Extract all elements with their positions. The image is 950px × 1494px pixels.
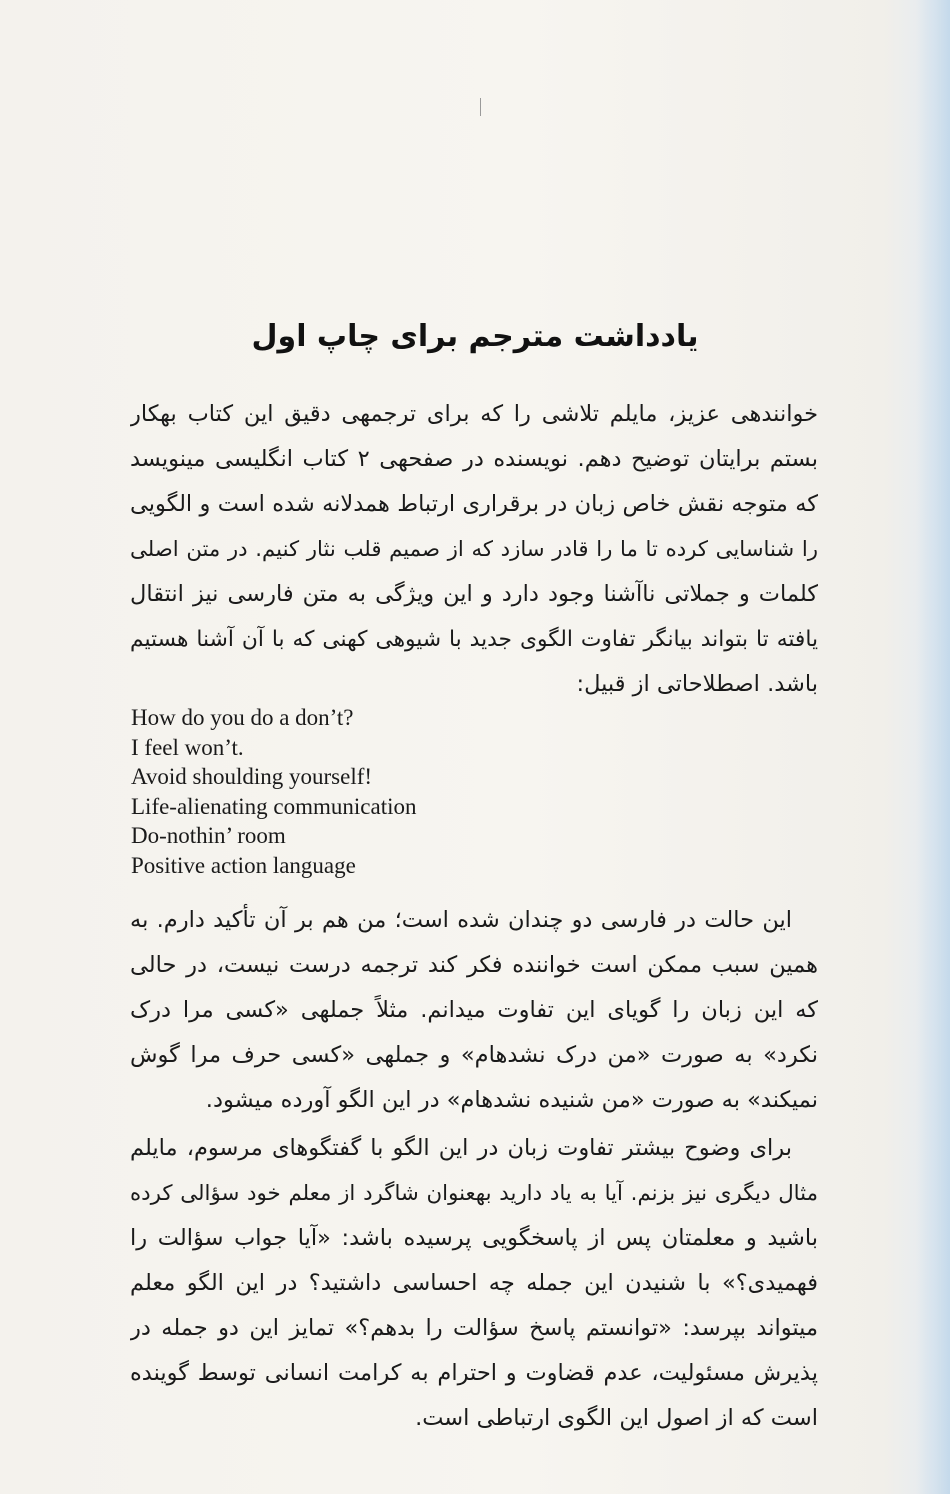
- text-line: این حالت در فارسی دو چندان شده است؛ من هم بر آن تأکید دارم. به: [130, 907, 792, 933]
- paragraph-intro: [130, 392, 818, 707]
- text-line: مثال دیگری نیز بزنم. آیا به یاد دارید بهعنوان شاگرد از معلم خود سؤالی کرده: [130, 1181, 818, 1206]
- text-line: بستم برایتان توضیح دهم. نویسنده در صفحهی ۲ کتاب انگلیسی مینویسد: [130, 446, 818, 472]
- english-example: Positive action language: [131, 852, 356, 878]
- text-line: را شناسایی کرده تا ما را قادر سازد که از صمیم قلب نثار کنیم. در متن اصلی: [130, 537, 818, 562]
- text-line: پذیرش مسئولیت، عدم قضاوت و احترام به کرامت انسانی توسط گوینده: [130, 1360, 818, 1386]
- english-example: How do you do a don’t?: [131, 705, 354, 730]
- text-line: خوانندهی عزیز، مایلم تلاشی را که برای ترجمهی دقیق این کتاب بهکار: [130, 401, 818, 427]
- text-line: میتواند بپرسد: «توانستم پاسخ سؤالت را بدهم؟» تمایز این دو جمله در: [130, 1315, 818, 1341]
- top-margin-mark: [480, 98, 481, 116]
- english-examples-list: [131, 703, 631, 881]
- english-example: Life-alienating communication: [131, 793, 417, 819]
- page-edge-shadow: [916, 0, 950, 1494]
- paragraph-example: [130, 1126, 818, 1441]
- text-line: باشید و معلمتان پس از پاسخگویی پرسیده باشد: «آیا جواب سؤالت را: [130, 1225, 818, 1251]
- text-line: فهمیدی؟» با شنیدن این جمله چه احساسی داشتید؟ در این الگو معلم: [130, 1270, 818, 1296]
- text-line: همین سبب ممکن است خواننده فکر کند ترجمه درست نیست، در حالی: [130, 952, 818, 978]
- text-line: یافته تا بتواند بیانگر تفاوت الگوی جدید با شیوهی کهنی که با آن آشنا هستیم: [130, 627, 818, 652]
- text-line: نمیکند» به صورت «من شنیده نشدهام» در این الگو آورده میشود.: [205, 1087, 818, 1113]
- paragraph-translation-note: [130, 898, 818, 1123]
- text-line: باشد. اصطلاحاتی از قبیل:: [576, 671, 818, 697]
- text-line: که این زبان را گویای این تفاوت میدانم. مثلاً جملهی «کسی مرا درک: [130, 997, 818, 1023]
- text-line: کلمات و جملاتی ناآشنا وجود دارد و این ویژگی به متن فارسی نیز انتقال: [130, 581, 818, 607]
- english-example: Avoid shoulding yourself!: [131, 764, 373, 790]
- text-line: برای وضوح بیشتر تفاوت زبان در این الگو با گفتگوهای مرسوم، مایلم: [130, 1135, 792, 1161]
- english-example: Do-nothin’ room: [131, 823, 286, 849]
- page-title: یادداشت مترجم برای چاپ اول: [251, 319, 699, 354]
- text-line: است که از اصول این الگوی ارتباطی است.: [415, 1405, 818, 1431]
- text-line: نکرد» به صورت «من درک نشدهام» و جملهی «کسی حرف مرا گوش: [130, 1042, 818, 1068]
- text-line: که متوجه نقش خاص زبان در برقراری ارتباط همدلانه شده است و الگویی: [130, 491, 818, 517]
- english-example: I feel won’t.: [131, 734, 244, 760]
